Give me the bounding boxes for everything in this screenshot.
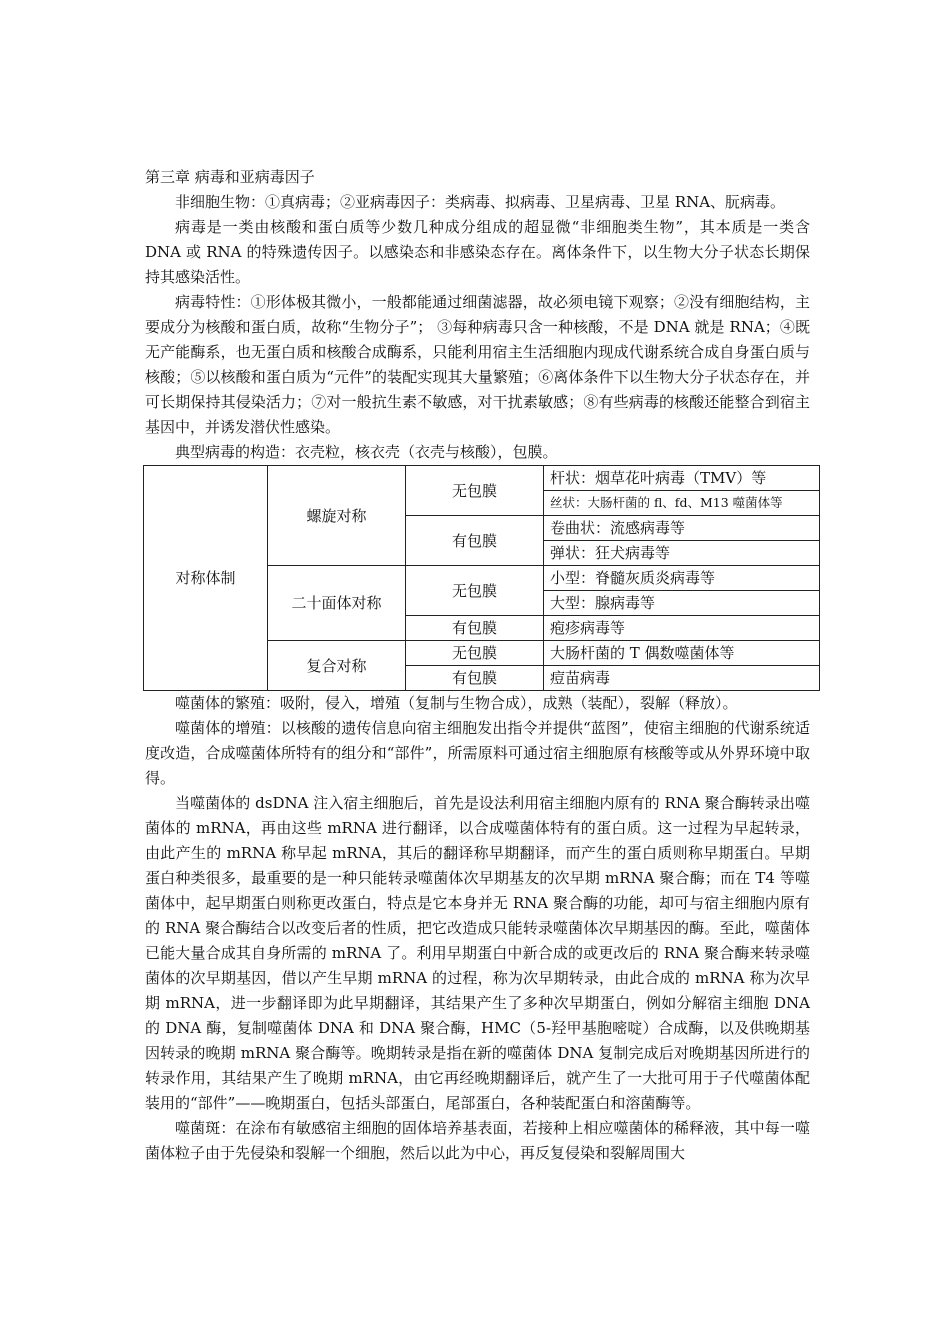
table-cell-icosahedral: 二十面体对称	[268, 566, 406, 641]
table-row	[144, 466, 820, 491]
symmetry-table	[143, 465, 820, 691]
table-cell-helical: 螺旋对称	[268, 466, 406, 566]
table-cell-example: 疱疹病毒等	[544, 616, 820, 641]
table-cell-example: 丝状：大肠杆菌的 fl、fd、M13 噬菌体等	[544, 491, 820, 516]
table-cell-example: 杆状：烟草花叶病毒（TMV）等	[544, 466, 820, 491]
table-cell-symmetry: 对称体制	[144, 466, 268, 691]
table-cell-no-envelope: 无包膜	[406, 566, 544, 616]
table-cell-example: 弹状：狂犬病毒等	[544, 541, 820, 566]
paragraph-phage-transcription: 当噬菌体的 dsDNA 注入宿主细胞后，首先是设法利用宿主细胞内原有的 RNA 聚合酶转录出噬菌体的 mRNA，再由这些 mRNA 进行翻译，以合成噬菌体特有的蛋白质。这一过程为早起转录，由此产生的 mRNA 称早起 mRNA，其后的翻译称早期翻译，而产生的蛋白质则称早期蛋白。早期蛋白种类很多，最重要的是一种只能转录噬菌体次早期基友的次早期 mRNA 聚合酶；而在 T4 等噬菌体中，起早期蛋白则称更改蛋白，特点是它本身并无 RNA 聚合酶的功能，却可与宿主细胞内原有的 RNA 聚合酶结合以改变后者的性质，把它改造成只能转录噬菌体次早期基因的酶。至此，噬菌体已能大量合成其自身所需的 mRNA 了。利用早期蛋白中新合成的或更改后的 RNA 聚合酶来转录噬菌体的次早期基因，借以产生早期 mRNA 的过程，称为次早期转录，由此合成的 mRNA 称为次早期 mRNA，进一步翻译即为此早期翻译，其结果产生了多种次早期蛋白，例如分解宿主细胞 DNA 的 DNA 酶，复制噬菌体 DNA 和 DNA 聚合酶，HMC（5-羟甲基胞嘧啶）合成酶，以及供晚期基因转录的晚期 mRNA 聚合酶等。晚期转录是指在新的噬菌体 DNA 复制完成后对晚期基因所进行的转录作用，其结果产生了晚期 mRNA，由它再经晚期翻译后，就产生了一大批可用于子代噬菌体配装用的“部件”——晚期蛋白，包括头部蛋白，尾部蛋白，各种装配蛋白和溶菌酶等。	[145, 794, 810, 1112]
paragraph-virus-structure: 典型病毒的构造：衣壳粒，核衣壳（衣壳与核酸），包膜。	[175, 443, 558, 461]
paragraph-phage-proliferation: 噬菌体的增殖：以核酸的遗传信息向宿主细胞发出指令并提供“蓝图”，使宿主细胞的代谢系统适度改造，合成噬菌体所特有的组分和“部件”，所需原料可通过宿主细胞原有核酸等或从外界环境中取得。	[145, 719, 810, 787]
paragraph-plaque: 噬菌斑：在涂布有敏感宿主细胞的固体培养基表面，若接种上相应噬菌体的稀释液，其中每一噬菌体粒子由于先侵染和裂解一个细胞，然后以此为中心，再反复侵染和裂解周围大	[145, 1119, 810, 1162]
table-cell-example: 卷曲状：流感病毒等	[544, 516, 820, 541]
table-cell-example: 大型：腺病毒等	[544, 591, 820, 616]
table-cell-envelope: 有包膜	[406, 616, 544, 641]
table-cell-envelope: 有包膜	[406, 516, 544, 566]
table-cell-example: 大肠杆菌的 T 偶数噬菌体等	[544, 641, 820, 666]
table-cell-envelope: 有包膜	[406, 666, 544, 691]
paragraph-virus-definition: 病毒是一类由核酸和蛋白质等少数几种成分组成的超显微“非细胞类生物”，其本质是一类含 DNA 或 RNA 的特殊遗传因子。以感染态和非感染态存在。离体条件下，以生物大分子状态长期保持其感染活性。	[145, 218, 810, 286]
table-cell-example: 小型：脊髓灰质炎病毒等	[544, 566, 820, 591]
table-cell-no-envelope: 无包膜	[406, 641, 544, 666]
table-cell-complex: 复合对称	[268, 641, 406, 691]
table-cell-no-envelope: 无包膜	[406, 466, 544, 516]
document-page	[145, 164, 810, 1166]
paragraph-phage-reproduction: 噬菌体的繁殖：吸附，侵入，增殖（复制与生物合成），成熟（装配），裂解（释放）。	[175, 694, 738, 712]
chapter-title: 第三章 病毒和亚病毒因子	[145, 168, 315, 186]
paragraph-noncellular: 非细胞生物：①真病毒；②亚病毒因子：类病毒、拟病毒、卫星病毒、卫星 RNA、朊病毒。	[175, 193, 786, 211]
paragraph-virus-features: 病毒特性：①形体极其微小，一般都能通过细菌滤器，故必须电镜下观察；②没有细胞结构，主要成分为核酸和蛋白质，故称“生物分子”； ③每种病毒只含一种核酸，不是 DNA 就是 RNA；④既无产能酶系，也无蛋白质和核酸合成酶系，只能利用宿主生活细胞内现成代谢系统合成自身蛋白质与核酸；⑤以核酸和蛋白质为“元件”的装配实现其大量繁殖；⑥离体条件下以生物大分子状态存在，并可长期保持其侵染活力；⑦对一般抗生素不敏感，对干扰素敏感；⑧有些病毒的核酸还能整合到宿主基因中，并诱发潜伏性感染。	[145, 293, 810, 436]
table-cell-example: 痘苗病毒	[544, 666, 820, 691]
